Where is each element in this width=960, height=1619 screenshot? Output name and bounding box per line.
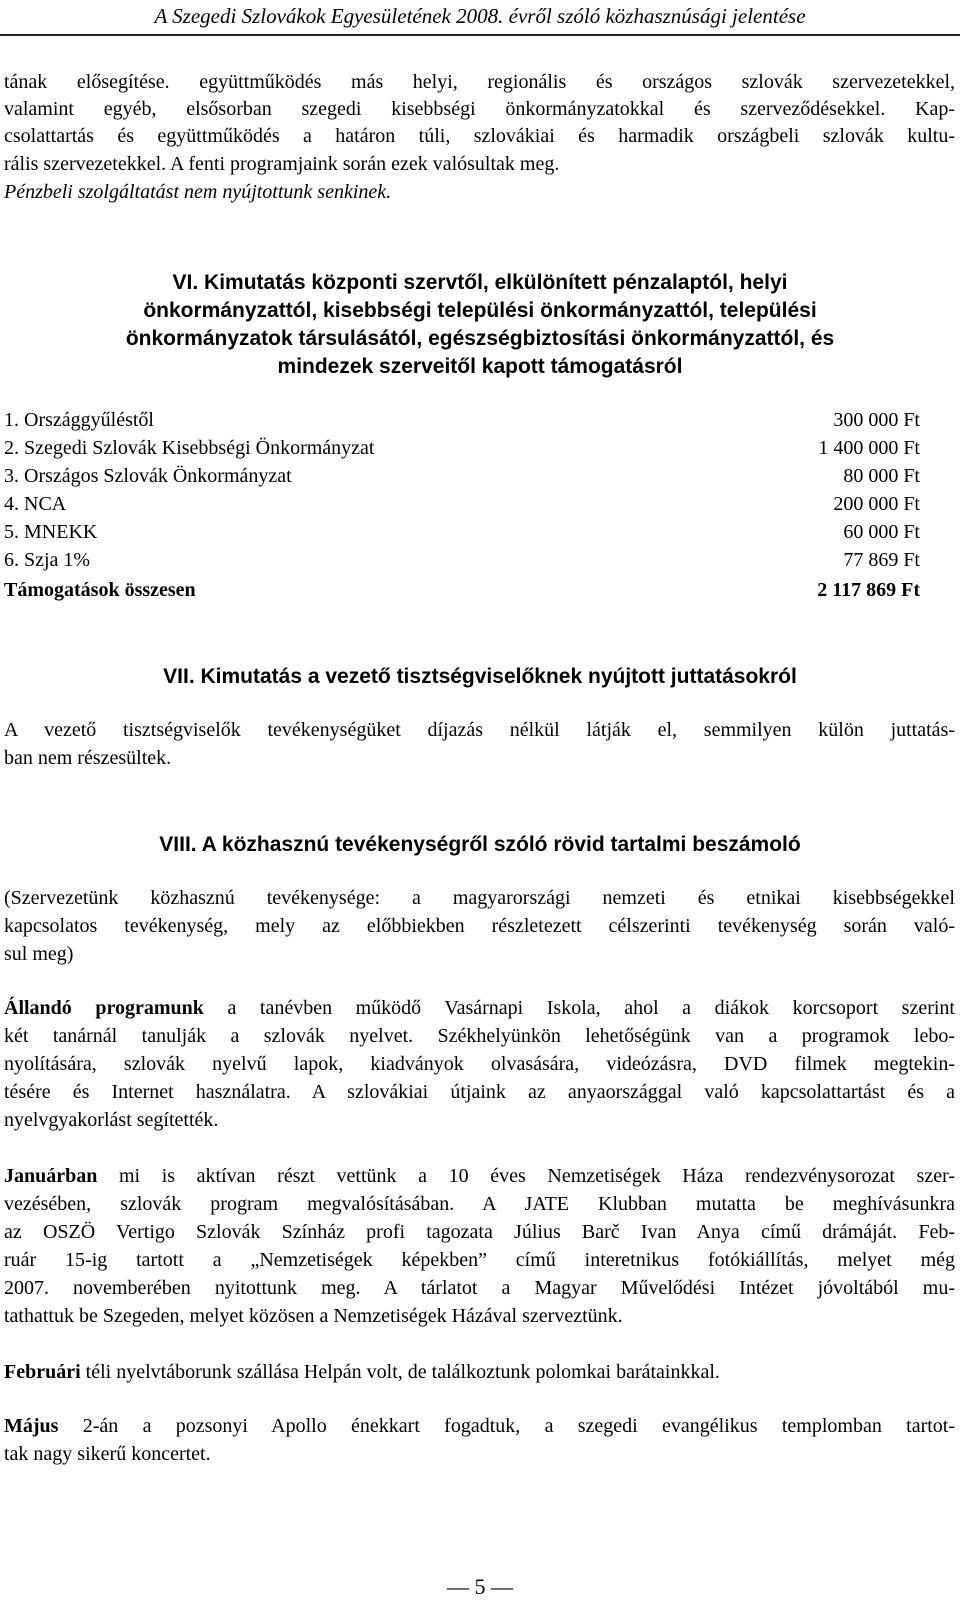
support-row-amount: 200 000 Ft bbox=[833, 493, 920, 515]
page-number: — 5 — bbox=[447, 1574, 513, 1599]
section7-heading: VII. Kimutatás a vezető tisztségviselőknek nyújtott juttatásokról bbox=[163, 665, 797, 688]
support-total-label: Támogatások összesen bbox=[4, 579, 196, 601]
section7-line-2: ban nem részesültek. bbox=[4, 747, 172, 769]
intro-italic-line: Pénzbeli szolgáltatást nem nyújtottunk senkinek. bbox=[4, 181, 392, 203]
section8-para3-line-3: az OSZÖ Vertigo Szlovák Színház profi tagozata Július Barč Ivan Anya című drámáját. Feb- bbox=[4, 1221, 955, 1243]
para2-lead: Állandó programunk bbox=[4, 997, 204, 1019]
section8-para5-line-1 bbox=[4, 1414, 955, 1438]
intro-line-3: csolattartás és együttműködés a határon túli, szlovákiai és harmadik országbeli szlovák kultu- bbox=[4, 125, 955, 147]
section8-para2-line-3: nyolítására, szlovák nyelvű lapok, kiadványok olvasására, videózásra, DVD filmek megtekin- bbox=[4, 1053, 955, 1075]
section6-heading-line-4: mindezek szerveitől kapott támogatásról bbox=[277, 355, 683, 378]
support-row-amount: 80 000 Ft bbox=[843, 465, 920, 487]
support-row-label: 4. NCA bbox=[4, 493, 67, 515]
section8-para3-line-6: tathattuk be Szegeden, melyet közösen a Nemzetiségek Házával szerveztünk. bbox=[4, 1305, 623, 1327]
section8-para3-line-5: 2007. novemberében nyitottunk meg. A tárlatot a Magyar Művelődési Intézet jóvoltából mu- bbox=[4, 1277, 955, 1299]
section6-heading-line-1: VI. Kimutatás központi szervtől, elkülönített pénzalaptól, helyi bbox=[172, 271, 788, 294]
section8-para1-line-3: sul meg) bbox=[4, 943, 74, 965]
support-row-label: 6. Szja 1% bbox=[4, 549, 91, 571]
section8-heading: VIII. A közhasznú tevékenységről szóló rövid tartalmi beszámoló bbox=[159, 833, 801, 856]
support-row-label: 1. Országgyűléstől bbox=[4, 409, 154, 431]
section8-para5-line-2: tak nagy sikerű koncertet. bbox=[4, 1443, 211, 1465]
section6-heading-line-2: önkormányzattól, kisebbségi települési önkormányzattól, települési bbox=[143, 299, 817, 322]
para4-rest: téli nyelvtáborunk szállása Helpán volt, de találkoztunk polomkai barátainkkal. bbox=[80, 1361, 720, 1383]
section8-para3-line-2: vezésében, szlovák program megvalósításában. A JATE Klubban mutatta be meghívásunkra bbox=[4, 1193, 955, 1215]
para5-first-rest: 2-án a pozsonyi Apollo énekkart fogadtuk, a szegedi evangélikus templomban tartot- bbox=[58, 1415, 955, 1437]
para3-first-rest: mi is aktívan részt vettünk a 10 éves Nemzetiségek Háza rendezvénysorozat szer- bbox=[97, 1165, 955, 1187]
para2-first-rest: a tanévben működő Vasárnapi Iskola, ahol a diákok korcsoport szerint bbox=[203, 997, 955, 1019]
section8-para2-line-4: tésére és Internet használatra. A szlovákiai útjaink az anyaországgal való kapcsolattartást és a bbox=[4, 1081, 955, 1103]
support-row-amount: 1 400 000 Ft bbox=[818, 437, 920, 459]
intro-line-4: rális szervezetekkel. A fenti programjaink során ezek valósultak meg. bbox=[4, 153, 560, 175]
section8-para2-line-2: két tanárnál tanulják a szlovák nyelvet. Székhelyünkön lehetőségünk van a programok lebo- bbox=[4, 1025, 955, 1047]
support-row-label: 5. MNEKK bbox=[4, 521, 98, 543]
section8-para2-line-5: nyelvgyakorlást segítették. bbox=[4, 1109, 219, 1131]
intro-line-2: valamint egyéb, elsősorban szegedi kisebbségi önkormányzatokkal és szerveződésekkel. Kap- bbox=[4, 98, 955, 120]
support-row-label: 3. Országos Szlovák Önkormányzat bbox=[4, 465, 292, 487]
para5-lead: Május bbox=[4, 1415, 59, 1437]
para4-lead: Februári bbox=[4, 1361, 81, 1383]
section7-line-1: A vezető tisztségviselők tevékenységüket díjazás nélkül látják el, semmilyen külön juttatás- bbox=[4, 719, 955, 741]
support-total-amount: 2 117 869 Ft bbox=[817, 579, 920, 601]
para3-lead: Januárban bbox=[4, 1165, 98, 1187]
section8-para1-line-2: kapcsolatos tevékenység, mely az előbbiekben részletezett célszerinti tevékenység során való- bbox=[4, 915, 955, 937]
support-row-amount: 60 000 Ft bbox=[843, 521, 920, 543]
section8-para3-line-1 bbox=[4, 1164, 955, 1188]
section8-para1-line-1: (Szervezetünk közhasznú tevékenysége: a magyarországi nemzeti és etnikai kisebbségekkel bbox=[4, 887, 955, 909]
support-row-amount: 300 000 Ft bbox=[833, 409, 920, 431]
section6-heading-line-3: önkormányzatok társulásától, egészségbiztosítási önkormányzattól, és bbox=[125, 327, 835, 350]
section8-para2-line-1 bbox=[4, 996, 955, 1020]
intro-line-1: tának elősegítése. együttműködés más helyi, regionális és országos szlovák szervezetekkel, bbox=[4, 71, 955, 93]
page-header-title: A Szegedi Szlovákok Egyesületének 2008. évről szóló közhasznúsági jelentése bbox=[154, 4, 806, 28]
support-row-label: 2. Szegedi Szlovák Kisebbségi Önkormányzat bbox=[4, 437, 375, 459]
support-row-amount: 77 869 Ft bbox=[843, 549, 920, 571]
section8-para4-line-1 bbox=[4, 1360, 720, 1384]
header-divider bbox=[0, 34, 960, 36]
section8-para3-line-4: ruár 15-ig tartott a „Nemzetiségek képekben” című interetnikus fotókiállítás, melyet még bbox=[4, 1249, 955, 1271]
